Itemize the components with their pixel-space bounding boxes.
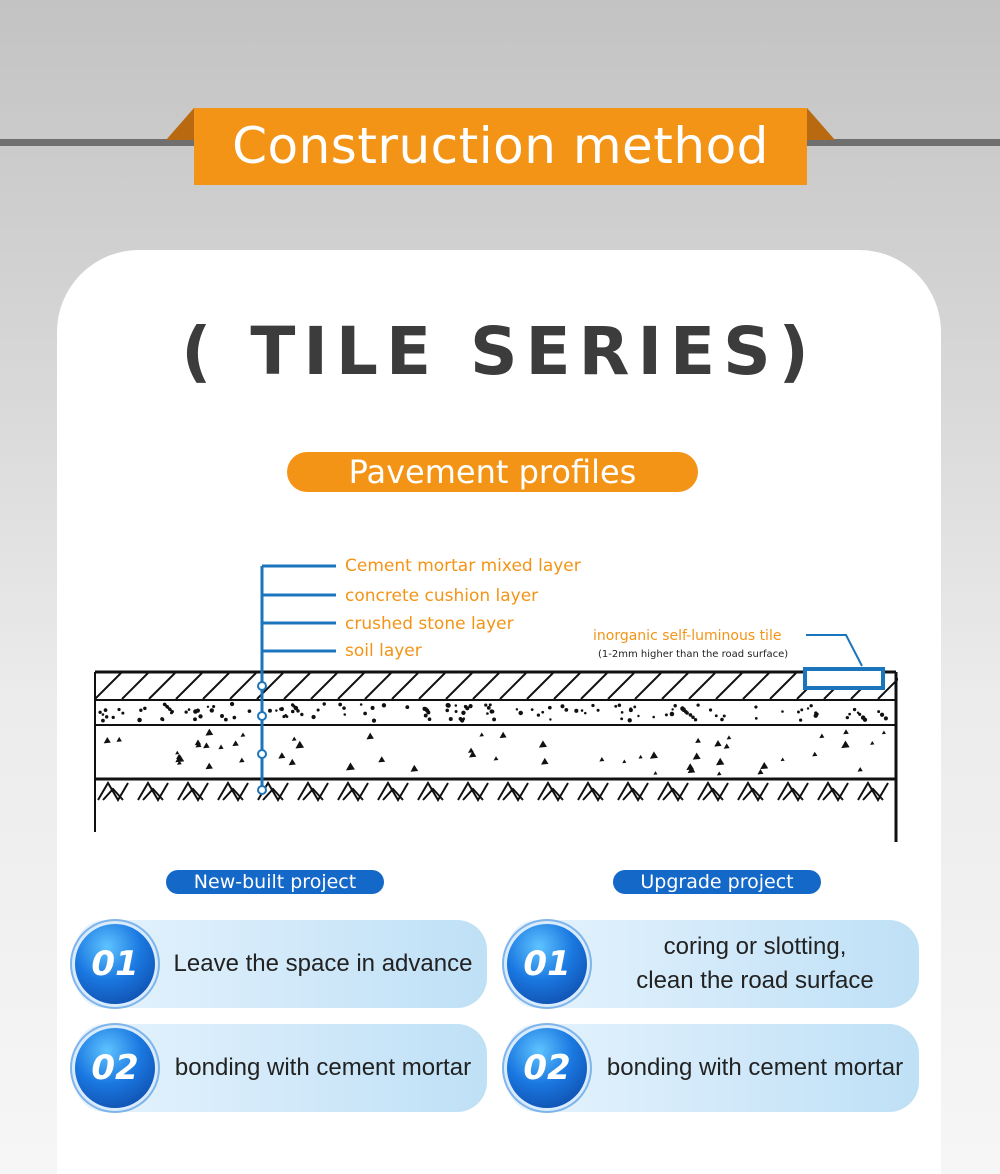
- crushed-stones: [104, 729, 886, 776]
- concrete-dot: [628, 718, 632, 722]
- soil-mark: [578, 783, 608, 800]
- stone: [239, 758, 244, 763]
- step-number-badge: 01: [507, 924, 587, 1004]
- concrete-dot: [629, 708, 633, 712]
- concrete-dot: [212, 705, 215, 708]
- concrete-dot: [446, 703, 451, 708]
- layer-label-soil: soil layer: [345, 641, 422, 661]
- concrete-dot: [861, 715, 865, 719]
- upgrade-title: Upgrade project: [613, 870, 821, 894]
- step-text: [599, 920, 911, 1008]
- concrete-dot: [193, 717, 197, 721]
- hatch-stroke: [500, 673, 526, 699]
- banner-fold-left: [166, 108, 194, 140]
- soil-mark: [778, 783, 808, 800]
- concrete-dot: [846, 716, 849, 719]
- concrete-dot: [581, 709, 584, 712]
- concrete-dot: [694, 718, 697, 721]
- concrete-dot: [720, 718, 724, 722]
- hatch-stroke: [446, 673, 472, 699]
- concrete-dot: [196, 709, 200, 713]
- concrete-dot: [797, 711, 800, 714]
- step-text: bonding with cement mortar: [174, 1054, 472, 1081]
- concrete-dot: [224, 718, 228, 722]
- stone: [241, 733, 246, 737]
- hatch-stroke: [635, 673, 661, 699]
- hatch-stroke: [689, 673, 715, 699]
- soil-mark: [98, 783, 128, 800]
- stone: [599, 757, 604, 761]
- soil-mark: [218, 783, 248, 800]
- soil-mark: [738, 783, 768, 800]
- concrete-dot: [807, 707, 809, 709]
- stone: [812, 752, 817, 757]
- concrete-dot: [294, 706, 298, 710]
- stone: [727, 735, 732, 739]
- step-number-badge: 02: [75, 1028, 155, 1108]
- soil-mark: [298, 783, 328, 800]
- concrete-dot: [489, 703, 492, 706]
- series-title: ( TILE SERIES): [181, 313, 817, 390]
- step-number-badge: 01: [75, 924, 155, 1004]
- concrete-dot: [516, 708, 518, 710]
- concrete-dot: [584, 712, 587, 715]
- concrete-dot: [633, 705, 636, 708]
- concrete-dot: [360, 703, 363, 706]
- concrete-dot: [637, 715, 639, 717]
- layer-leaders: [258, 566, 336, 794]
- hatch-stroke: [770, 673, 796, 699]
- stone: [653, 771, 657, 775]
- stone: [218, 745, 223, 750]
- concrete-dot: [372, 719, 376, 723]
- stone: [203, 742, 210, 748]
- concrete-dot: [445, 709, 449, 713]
- pavement-profile-diagram: [0, 540, 1000, 850]
- banner-fold-right: [807, 108, 835, 140]
- concrete-dot: [685, 711, 689, 715]
- stone: [289, 759, 296, 765]
- stone: [378, 756, 385, 762]
- stone: [841, 741, 849, 749]
- stone: [724, 743, 730, 748]
- stone: [843, 729, 849, 734]
- concrete-dot: [449, 717, 453, 721]
- soil-mark: [498, 783, 528, 800]
- stone: [232, 740, 238, 746]
- concrete-dot: [665, 713, 668, 716]
- concrete-dot: [531, 708, 534, 711]
- concrete-dot: [487, 706, 491, 710]
- concrete-dot: [492, 717, 496, 721]
- concrete-dot: [317, 708, 320, 711]
- hatch-stroke: [473, 673, 499, 699]
- step-text-line-2: clean the road surface: [636, 967, 874, 994]
- hatch-stroke: [176, 673, 202, 699]
- stone: [717, 771, 722, 775]
- stone: [714, 740, 721, 747]
- hatch-stroke: [905, 673, 931, 699]
- concrete-dot: [673, 704, 676, 707]
- step-text-line-1: coring or slotting,: [663, 933, 847, 960]
- stone: [650, 751, 658, 758]
- stone: [205, 729, 213, 736]
- concrete-dot: [248, 709, 252, 713]
- hatch-stroke: [284, 673, 310, 699]
- concrete-dot: [137, 718, 142, 723]
- concrete-dot: [161, 718, 164, 721]
- concrete-dot: [574, 709, 578, 713]
- stone: [781, 757, 785, 761]
- concrete-dot: [102, 713, 105, 716]
- step-text: bonding with cement mortar: [606, 1054, 904, 1081]
- concrete-dot: [848, 713, 851, 716]
- concrete-dot: [143, 707, 146, 710]
- concrete-dot: [104, 708, 108, 712]
- concrete-dot: [696, 703, 699, 706]
- concrete-dot: [549, 718, 551, 720]
- concrete-dot: [723, 715, 726, 718]
- stone: [693, 753, 701, 760]
- concrete-dot: [198, 714, 202, 718]
- concrete-dot: [614, 705, 617, 708]
- concrete-dot: [425, 708, 429, 712]
- stone: [858, 767, 863, 772]
- stone: [622, 760, 626, 764]
- concrete-dot: [691, 716, 695, 720]
- concrete-dot: [455, 704, 458, 707]
- concrete-dot: [121, 712, 124, 715]
- concrete-dot: [184, 710, 187, 713]
- soil-hatch: [98, 783, 888, 800]
- concrete-dot: [117, 708, 120, 711]
- concrete-dot: [548, 706, 552, 710]
- concrete-dot: [363, 712, 367, 716]
- stone: [819, 734, 824, 739]
- concrete-dot: [877, 710, 880, 713]
- concrete-dot: [620, 717, 623, 720]
- new-built-title: New-built project: [166, 870, 384, 894]
- concrete-dot: [781, 710, 784, 713]
- concrete-dot: [275, 709, 277, 711]
- concrete-dot: [884, 716, 888, 720]
- soil-mark: [418, 783, 448, 800]
- concrete-dot: [618, 704, 621, 707]
- hatch-stroke: [338, 673, 364, 699]
- stone: [295, 741, 304, 749]
- soil-mark: [858, 783, 888, 800]
- soil-mark: [138, 783, 168, 800]
- concrete-dot: [101, 719, 105, 723]
- concrete-dot: [268, 709, 272, 713]
- concrete-dot: [715, 714, 718, 717]
- concrete-dot: [754, 705, 757, 708]
- step-text: Leave the space in advance: [173, 950, 473, 977]
- hatch-stroke: [311, 673, 337, 699]
- concrete-dot: [220, 714, 224, 718]
- soil-mark: [818, 783, 848, 800]
- concrete-dot: [814, 714, 818, 718]
- concrete-dot: [755, 717, 758, 720]
- concrete-dot: [338, 703, 342, 707]
- hatch-stroke: [95, 673, 121, 699]
- concrete-dot: [465, 706, 469, 710]
- concrete-dot: [405, 705, 409, 709]
- concrete-dot: [518, 711, 522, 715]
- concrete-dot: [105, 715, 108, 718]
- concrete-dot: [207, 706, 209, 708]
- soil-mark: [618, 783, 648, 800]
- stone: [638, 755, 642, 759]
- stone: [366, 733, 373, 740]
- layer-label-mortar: Cement mortar mixed layer: [345, 556, 581, 576]
- stone: [175, 751, 179, 755]
- concrete-dot: [139, 709, 142, 712]
- concrete-dot: [462, 717, 465, 720]
- stone: [870, 741, 874, 745]
- concrete-dot: [486, 712, 489, 715]
- stone: [757, 769, 763, 774]
- soil-mark: [178, 783, 208, 800]
- page-title: Construction method: [194, 108, 807, 185]
- concrete-dot: [455, 710, 458, 713]
- soil-mark: [378, 783, 408, 800]
- concrete-dot: [597, 709, 600, 712]
- tile-leader: [806, 635, 862, 666]
- concrete-dot: [382, 703, 386, 707]
- concrete-dot: [210, 708, 214, 712]
- stone: [695, 738, 701, 743]
- stone: [346, 762, 355, 770]
- concrete-dot: [881, 714, 884, 717]
- layer-label-concrete: concrete cushion layer: [345, 586, 539, 606]
- stone: [500, 732, 507, 738]
- stone: [278, 752, 285, 758]
- hatch-stroke: [743, 673, 769, 699]
- concrete-dot: [491, 710, 495, 714]
- concrete-dot: [858, 713, 861, 716]
- concrete-dot: [671, 708, 673, 710]
- concrete-dot: [853, 708, 856, 711]
- concrete-dot: [170, 711, 173, 714]
- soil-mark: [698, 783, 728, 800]
- stone: [104, 737, 111, 743]
- concrete-dot: [800, 708, 803, 711]
- hatch-stroke: [419, 673, 445, 699]
- concrete-dot: [541, 711, 544, 714]
- concrete-dot: [564, 708, 568, 712]
- stone: [206, 763, 213, 770]
- concrete-dot: [484, 703, 487, 706]
- concrete-dot: [279, 708, 282, 711]
- stone: [479, 732, 484, 736]
- hatch-stroke: [230, 673, 256, 699]
- hatch-stroke: [581, 673, 607, 699]
- hatch-stroke: [527, 673, 553, 699]
- concrete-dot: [670, 712, 675, 717]
- concrete-dot: [591, 704, 594, 707]
- profiles-label: Pavement profiles: [287, 452, 698, 492]
- concrete-dot: [537, 713, 540, 716]
- concrete-dot: [560, 704, 564, 708]
- stone: [760, 762, 768, 769]
- concrete-dot: [233, 716, 237, 720]
- stone: [411, 765, 419, 772]
- concrete-dot: [424, 714, 428, 718]
- stone: [716, 758, 724, 766]
- concrete-dot: [428, 717, 432, 721]
- concrete-dot: [311, 715, 315, 719]
- concrete-dot: [810, 704, 813, 707]
- concrete-dot: [230, 702, 234, 706]
- concrete-dot: [282, 715, 285, 718]
- hatch-stroke: [365, 673, 391, 699]
- concrete-dot: [286, 715, 289, 718]
- hatch-stroke: [203, 673, 229, 699]
- concrete-dots: [98, 702, 888, 723]
- soil-mark: [338, 783, 368, 800]
- stone: [292, 737, 297, 741]
- stone: [539, 740, 547, 747]
- concrete-dot: [652, 716, 655, 719]
- hatch-stroke: [122, 673, 148, 699]
- step-number-badge: 02: [507, 1028, 587, 1108]
- concrete-dot: [371, 706, 375, 710]
- hatch-stroke: [608, 673, 634, 699]
- tile-label: inorganic self-luminous tile: [593, 628, 782, 644]
- hatch-stroke: [149, 673, 175, 699]
- concrete-dot: [709, 708, 712, 711]
- stone: [116, 737, 121, 742]
- concrete-dot: [342, 706, 346, 710]
- concrete-dot: [343, 713, 346, 716]
- concrete-dot: [323, 702, 326, 705]
- luminous-tile: [805, 669, 883, 688]
- concrete-dot: [300, 713, 303, 716]
- hatch-stroke: [662, 673, 688, 699]
- concrete-dot: [98, 711, 101, 714]
- tile-note: (1-2mm higher than the road surface): [598, 649, 789, 660]
- soil-mark: [658, 783, 688, 800]
- hatch-stroke: [554, 673, 580, 699]
- stone: [494, 756, 499, 760]
- concrete-dot: [291, 710, 295, 714]
- hatch-stroke: [392, 673, 418, 699]
- stone: [541, 758, 548, 765]
- soil-mark: [538, 783, 568, 800]
- concrete-dot: [621, 711, 624, 714]
- concrete-dot: [461, 711, 465, 715]
- hatch-stroke: [716, 673, 742, 699]
- soil-mark: [458, 783, 488, 800]
- layer-label-stone: crushed stone layer: [345, 614, 514, 634]
- concrete-dot: [188, 708, 191, 711]
- layer-outlines: [95, 672, 896, 842]
- concrete-dot: [799, 718, 802, 721]
- concrete-dot: [112, 716, 115, 719]
- stone: [882, 731, 886, 735]
